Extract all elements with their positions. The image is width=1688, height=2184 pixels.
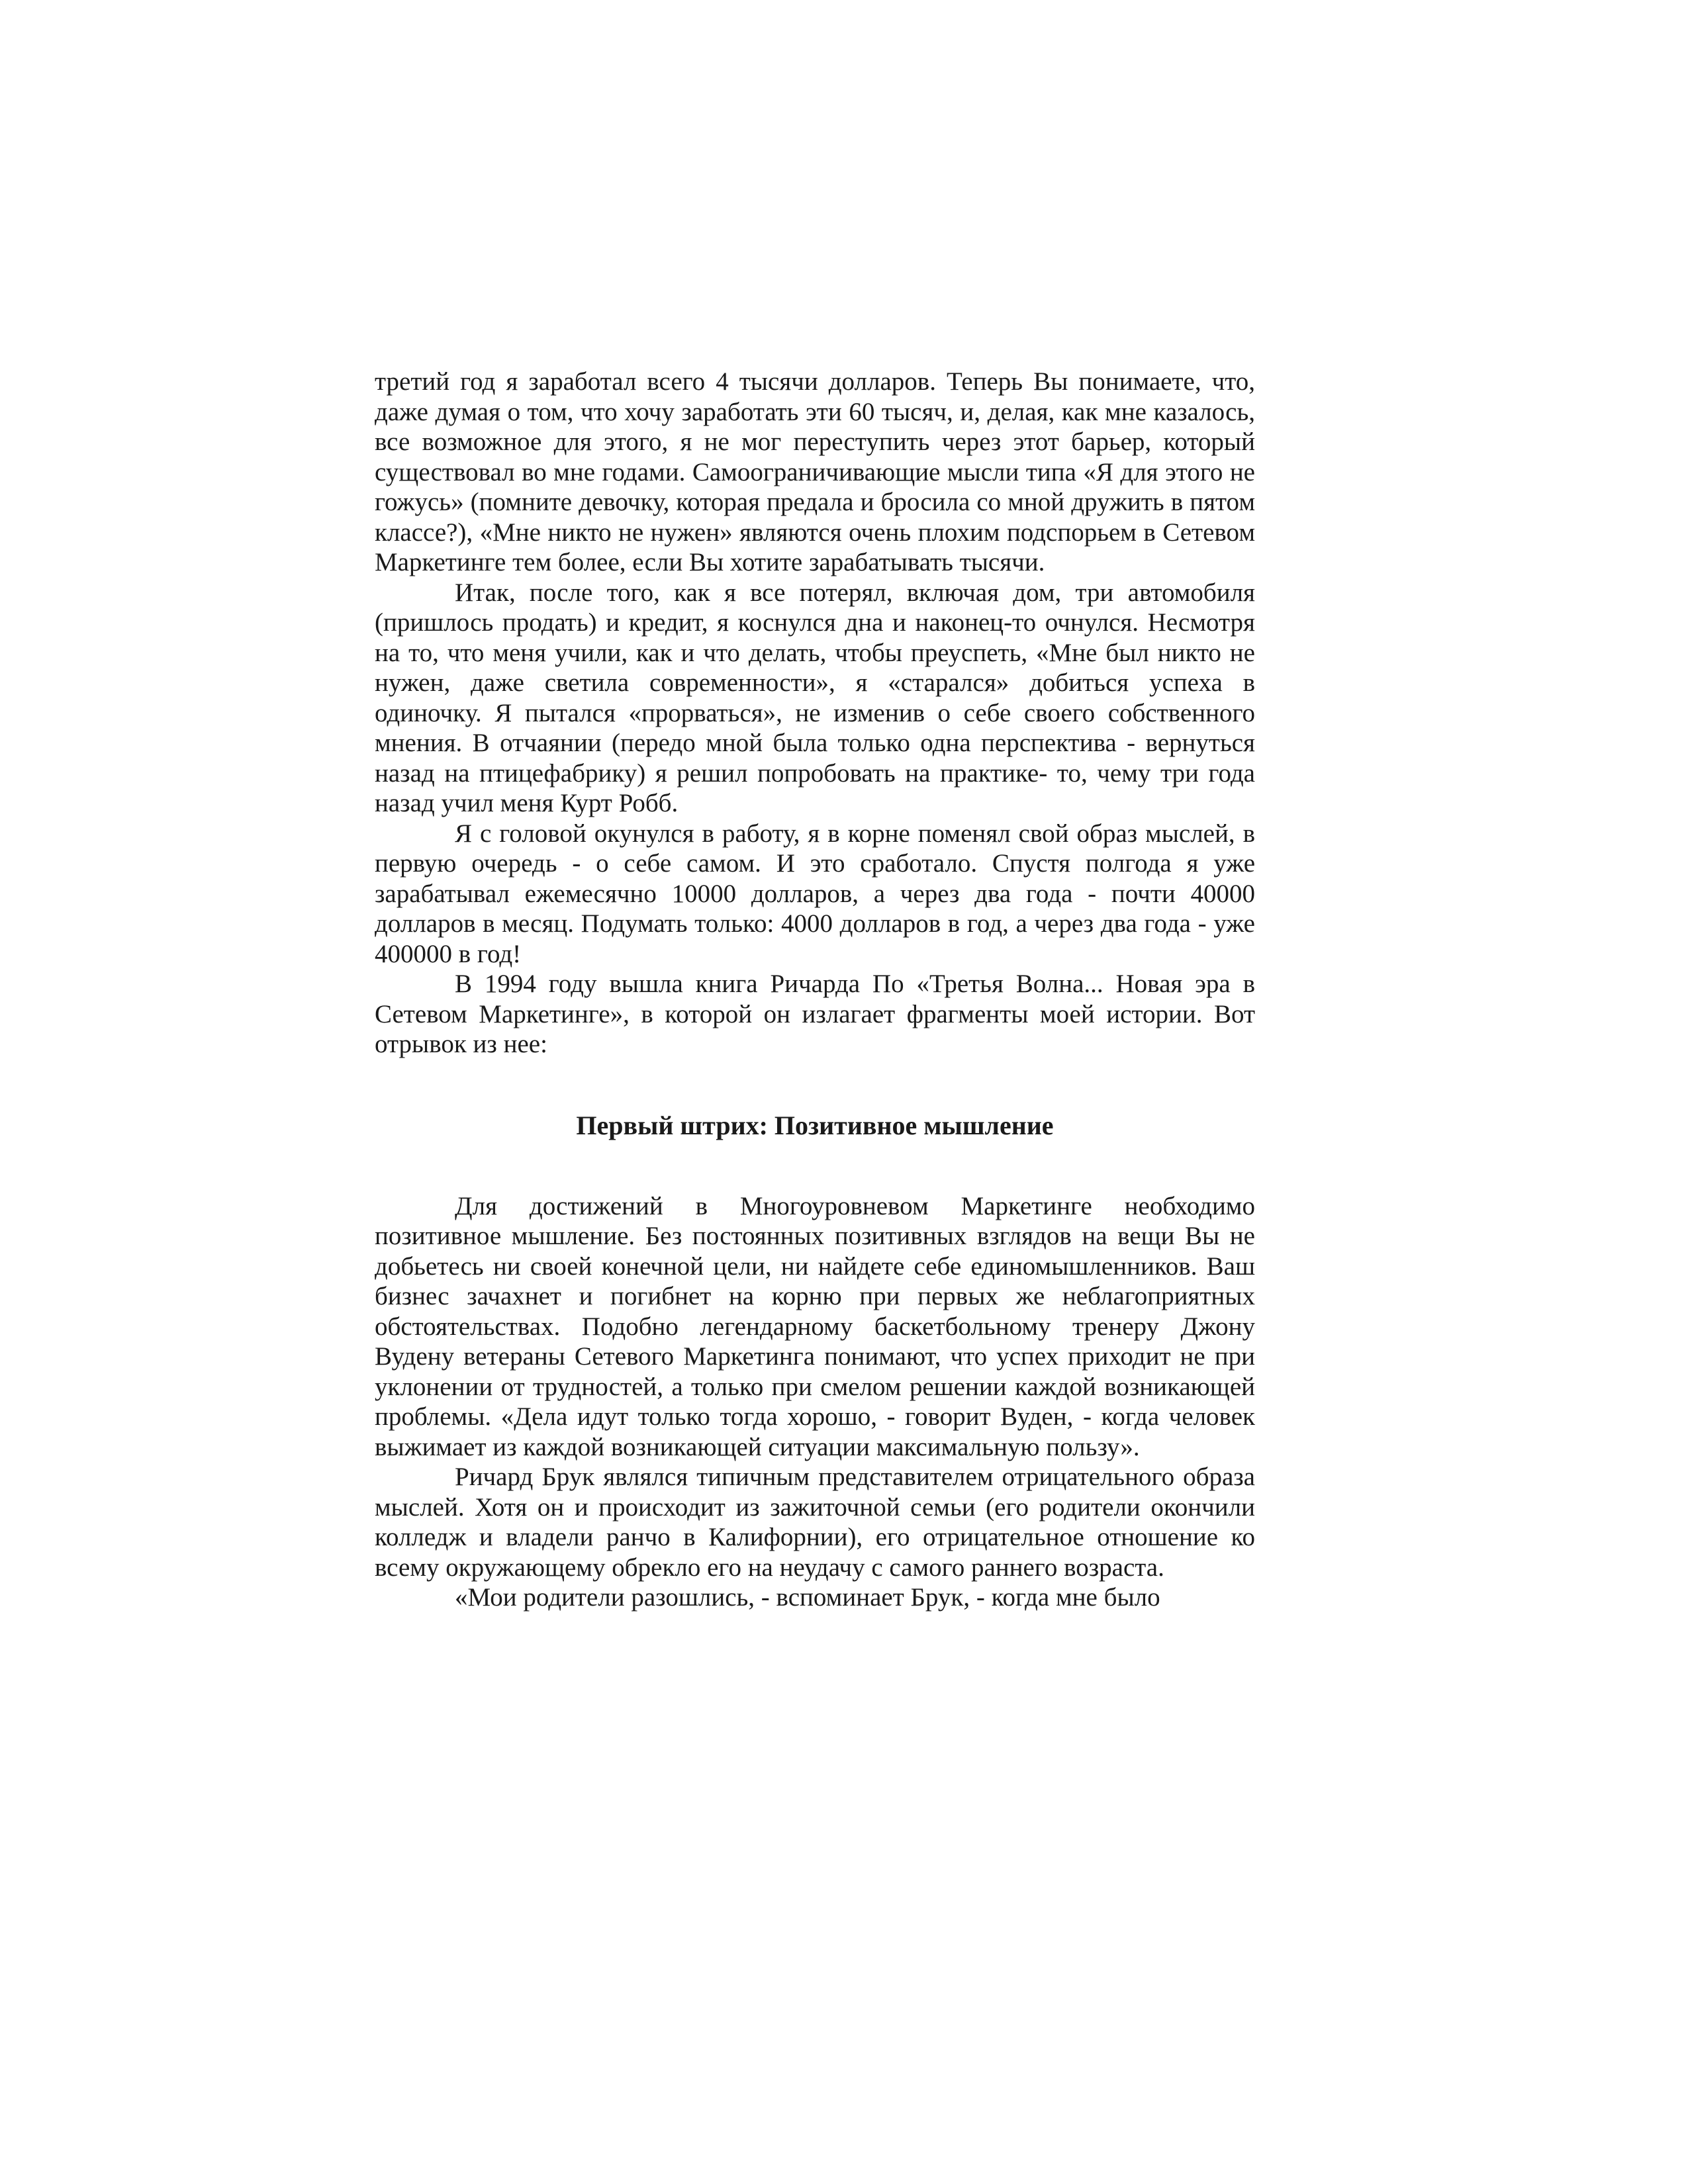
paragraph-positive-thinking: Для достижений в Многоуровневом Маркетинге необходимо позитивное мышление. Без постоянных позитивных взглядов на вещи Вы не добьетесь ни своей конечной цели, ни найдете себе единомышленников. Ваш бизнес зачахнет и погибнет на корню при первых же неблагоприятных обстоятельствах. Подобно легендарному баскетбольному тренеру Джону Вудену ветераны Сетевого Маркетинга понимают, что успех приходит не при уклонении от трудностей, а только при смелом решении каждой возникающей проблемы. «Дела идут только тогда хорошо, - говорит Вуден, - когда человек выжимает из каждой возникающей ситуации максимальную пользу». [375,1191,1255,1461]
paragraph-continued: третий год я заработал всего 4 тысячи долларов. Теперь Вы понимаете, что, даже думая о том, что хочу заработать эти 60 тысяч, и, делая, как мне казалось, все возможное для этого, я не мог переступить через этот барьер, который существовал во мне годами. Самоограничивающие мысли типа «Я для этого не гожусь» (помните девочку, которая предала и бросила со мной дружить в пятом классе?), «Мне никто не нужен» являются очень плохим подспорьем в Сетевом Маркетинге тем более, если Вы хотите зарабатывать тысячи. [375,367,1255,576]
paragraph-richard-brook: Ричард Брук являлся типичным представителем отрицательного образа мыслей. Хотя он и происходит из зажиточной семьи (его родители окончили колледж и владели ранчо в Калифорнии), его отрицательное отношение ко всему окружающему обрекло его на неудачу с самого раннего возраста. [375,1463,1255,1582]
paragraph-changed-mindset: Я с головой окунулся в работу, я в корне поменял свой образ мыслей, в первую очередь - о себе самом. И это сработало. Спустя полгода я уже зарабатывал ежемесячно 10000 долларов, а через два года - почти 40000 долларов в месяц. Подумать только: 4000 долларов в год, а через два года - уже 400000 в год! [375,819,1255,968]
section-heading: Первый штрих: Позитивное мышление [576,1110,1054,1140]
paragraph-lost-everything: Итак, после того, как я все потерял, включая дом, три автомобиля (пришлось продать) и кредит, я коснулся дна и наконец-то очнулся. Несмотря на то, что меня учили, как и что делать, чтобы преуспеть, «Мне был никто не нужен, даже светила современности», я «старался» добиться успеха в одиночку. Я пытался «прорваться», не изменив о себе своего собственного мнения. В отчаянии (передо мной была только одна перспектива - вернуться назад на птицефабрику) я решил попробовать на практике- то, чему три года назад учил меня Курт Робб. [375,578,1255,817]
paragraph-quote-start: «Мои родители разошлись, - вспоминает Брук, - когда мне было [455,1583,1160,1612]
paragraph-book-reference: В 1994 году вышла книга Ричарда По «Третья Волна... Новая эра в Сетевом Маркетинге», в которой он излагает фрагменты моей истории. Вот отрывок из нее: [375,970,1255,1058]
document-page [375,367,1255,1613]
